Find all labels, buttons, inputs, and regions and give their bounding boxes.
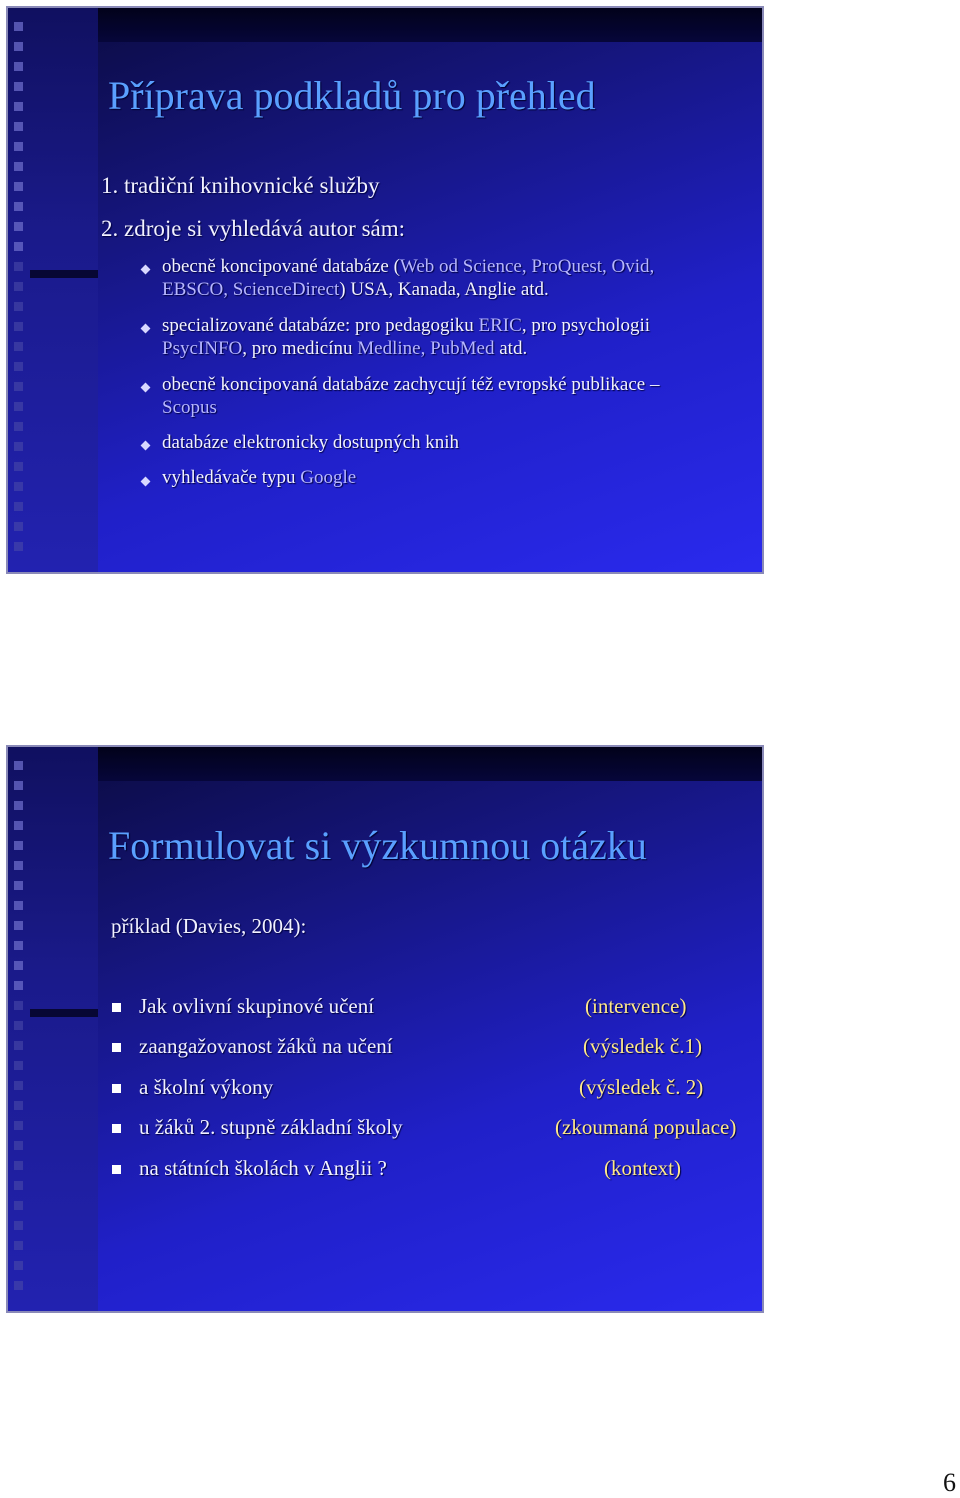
decor-band: [30, 1009, 98, 1017]
diamond-bullet-icon: [141, 441, 151, 451]
diamond-bullet-icon: [141, 477, 151, 487]
question-part-4: u žáků 2. stupně základní školy: [139, 1115, 403, 1139]
square-bullet-icon: [112, 1124, 121, 1133]
bullet-3-line-2: Scopus: [162, 397, 217, 418]
slide-2: [6, 745, 764, 1313]
diamond-bullet-icon: [141, 265, 151, 275]
diamond-bullet-icon: [141, 383, 151, 393]
decor-band: [30, 270, 98, 278]
question-label-5: (kontext): [604, 1156, 681, 1180]
question-part-3: a školní výkony: [139, 1075, 274, 1099]
list-item-1: 1. tradiční knihovnické služby: [101, 173, 380, 198]
slide-1: [6, 6, 764, 574]
question-part-2: zaangažovanost žáků na učení: [139, 1034, 393, 1058]
slide-top-band: [8, 747, 762, 781]
slide-subtitle: příklad (Davies, 2004):: [111, 914, 307, 938]
slide-left-strip: [8, 8, 98, 572]
question-part-5: na státních školách v Anglii ?: [139, 1156, 387, 1180]
question-label-1: (intervence): [585, 994, 687, 1018]
bullet-1-line-2: EBSCO, ScienceDirect) USA, Kanada, Anglie atd.: [162, 279, 549, 300]
question-part-1: Jak ovlivní skupinové učení: [139, 994, 375, 1018]
bullet-2-line-1: specializované databáze: pro pedagogiku ERIC, pro psychologii: [162, 315, 651, 336]
bullet-1-line-1: obecně koncipované databáze (Web od Science, ProQuest, Ovid,: [162, 256, 655, 277]
square-bullet-icon: [112, 1084, 121, 1093]
slide-top-band: [8, 8, 762, 42]
slide-left-strip: [8, 747, 98, 1311]
square-bullet-icon: [112, 1043, 121, 1052]
page-number: 6: [943, 1468, 956, 1497]
bullet-3-line-1: obecně koncipovaná databáze zachycují též evropské publikace –: [162, 374, 660, 395]
slide-title: Formulovat si výzkumnou otázku: [108, 823, 647, 868]
bullet-2-line-2: PsycINFO, pro medicínu Medline, PubMed atd.: [162, 338, 528, 359]
bullet-4: databáze elektronicky dostupných knih: [162, 432, 460, 453]
question-label-4: (zkoumaná populace): [555, 1115, 737, 1139]
question-label-2: (výsledek č.1): [583, 1034, 702, 1058]
bullet-5: vyhledávače typu Google: [162, 467, 357, 488]
diamond-bullet-icon: [141, 324, 151, 334]
slide-title: Příprava podkladů pro přehled: [108, 73, 596, 118]
question-label-3: (výsledek č. 2): [579, 1075, 704, 1099]
list-item-2: 2. zdroje si vyhledává autor sám:: [101, 216, 406, 241]
square-bullet-icon: [112, 1165, 121, 1174]
square-bullet-icon: [112, 1003, 121, 1012]
